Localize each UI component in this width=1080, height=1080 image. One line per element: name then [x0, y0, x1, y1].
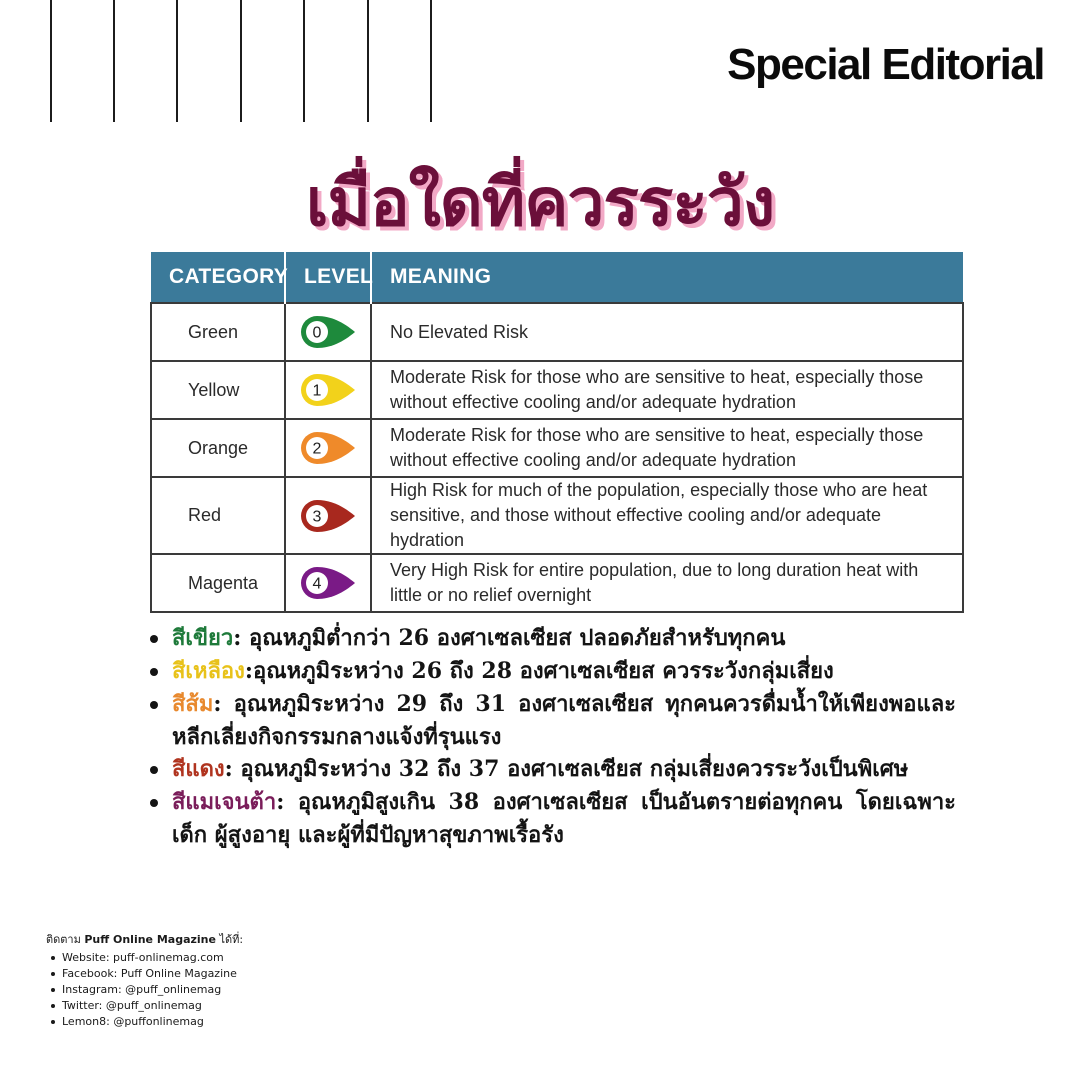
level-marker-icon: [299, 372, 357, 408]
table-row: [151, 361, 963, 419]
magazine-name: Puff Online Magazine: [84, 933, 216, 946]
color-label: สีเหลือง: [172, 659, 245, 684]
meaning-cell: Moderate Risk for those who are sensitive to heat, especially those without effective cooling and/or adequate hydration: [371, 419, 963, 477]
level-marker-icon: [299, 498, 357, 534]
heat-risk-table: [150, 252, 964, 613]
category-cell: Red: [151, 477, 285, 554]
brand-title: Special Editorial: [727, 40, 1044, 89]
list-item: [146, 786, 956, 851]
decorative-line: [303, 0, 305, 122]
level-number: 0: [312, 324, 322, 342]
color-description: : อุณหภูมิต่ำกว่า 26 องศาเซลเซียส ปลอดภัยสำหรับทุกคน: [233, 625, 786, 651]
level-number: 1: [312, 382, 322, 400]
decorative-lines: [0, 0, 440, 122]
table-row: [151, 303, 963, 361]
color-label: สีส้ม: [172, 692, 214, 717]
list-item: [146, 688, 956, 753]
decorative-line: [240, 0, 242, 122]
level-marker-icon: [299, 430, 357, 466]
table-header-row: [151, 252, 963, 303]
table-row: [151, 477, 963, 554]
meaning-cell: Very High Risk for entire population, due to long duration heat with little or no relief overnight: [371, 554, 963, 612]
follow-title: [46, 932, 243, 948]
column-header-category: CATEGORY: [151, 252, 285, 303]
table-row: [151, 419, 963, 477]
follow-link-item: Website: puff-onlinemag.com: [46, 950, 243, 966]
level-marker-icon: [299, 565, 357, 601]
follow-link-item: Twitter: @puff_onlinemag: [46, 998, 243, 1014]
color-description: :อุณหภูมิระหว่าง 26 ถึง 28 องศาเซลเซียส ควรระวังกลุ่มเสี่ยง: [244, 658, 834, 684]
category-cell: Orange: [151, 419, 285, 477]
category-cell: Magenta: [151, 554, 285, 612]
level-cell: [285, 419, 371, 477]
meaning-cell: High Risk for much of the population, especially those who are heat sensitive, and those without effective cooling and/or adequate hydration: [371, 477, 963, 554]
category-cell: Yellow: [151, 361, 285, 419]
meaning-cell: No Elevated Risk: [371, 303, 963, 361]
color-description: : อุณหภูมิสูงเกิน 38 องศาเซลเซียส เป็นอันตรายต่อทุกคน โดยเฉพาะเด็ก ผู้สูงอายุ และผู้ที่มีปัญหาสุขภาพเรื้อรัง: [172, 789, 956, 848]
follow-section: [46, 932, 243, 1030]
color-label: สีแดง: [172, 757, 225, 782]
decorative-line: [113, 0, 115, 122]
decorative-line: [176, 0, 178, 122]
level-cell: [285, 303, 371, 361]
follow-link-item: Lemon8: @puffonlinemag: [46, 1014, 243, 1030]
follow-suffix: ได้ที่:: [215, 933, 244, 946]
color-description: : อุณหภูมิระหว่าง 32 ถึง 37 องศาเซลเซียส กลุ่มเสี่ยงควรระวังเป็นพิเศษ: [224, 756, 909, 782]
color-label: สีเขียว: [172, 626, 234, 651]
level-cell: [285, 477, 371, 554]
level-number: 4: [312, 575, 322, 593]
decorative-line: [367, 0, 369, 122]
column-header-level: LEVEL: [285, 252, 371, 303]
level-number: 2: [312, 440, 322, 458]
level-marker-icon: [299, 314, 357, 350]
level-cell: [285, 361, 371, 419]
color-explanation-list: [146, 622, 956, 851]
table-row: [151, 554, 963, 612]
list-item: [146, 622, 956, 655]
follow-prefix: ติดตาม: [46, 933, 85, 946]
page-headline: เมื่อใดที่ควรระวัง: [305, 164, 775, 241]
column-header-meaning: MEANING: [371, 252, 963, 303]
level-number: 3: [312, 508, 322, 525]
follow-links-list: [46, 950, 243, 1030]
level-cell: [285, 554, 371, 612]
list-item: [146, 753, 956, 786]
list-item: [146, 655, 956, 688]
color-label: สีแมเจนต้า: [172, 790, 277, 815]
follow-link-item: Facebook: Puff Online Magazine: [46, 966, 243, 982]
color-description: : อุณหภูมิระหว่าง 29 ถึง 31 องศาเซลเซียส ทุกคนควรดื่มน้ำให้เพียงพอและหลีกเลี่ยงกิจกรรมกลางแจ้งที่รุนแรง: [172, 691, 956, 750]
follow-link-item: Instagram: @puff_onlinemag: [46, 982, 243, 998]
category-cell: Green: [151, 303, 285, 361]
decorative-line: [50, 0, 52, 122]
decorative-line: [430, 0, 432, 122]
meaning-cell: Moderate Risk for those who are sensitive to heat, especially those without effective cooling and/or adequate hydration: [371, 361, 963, 419]
